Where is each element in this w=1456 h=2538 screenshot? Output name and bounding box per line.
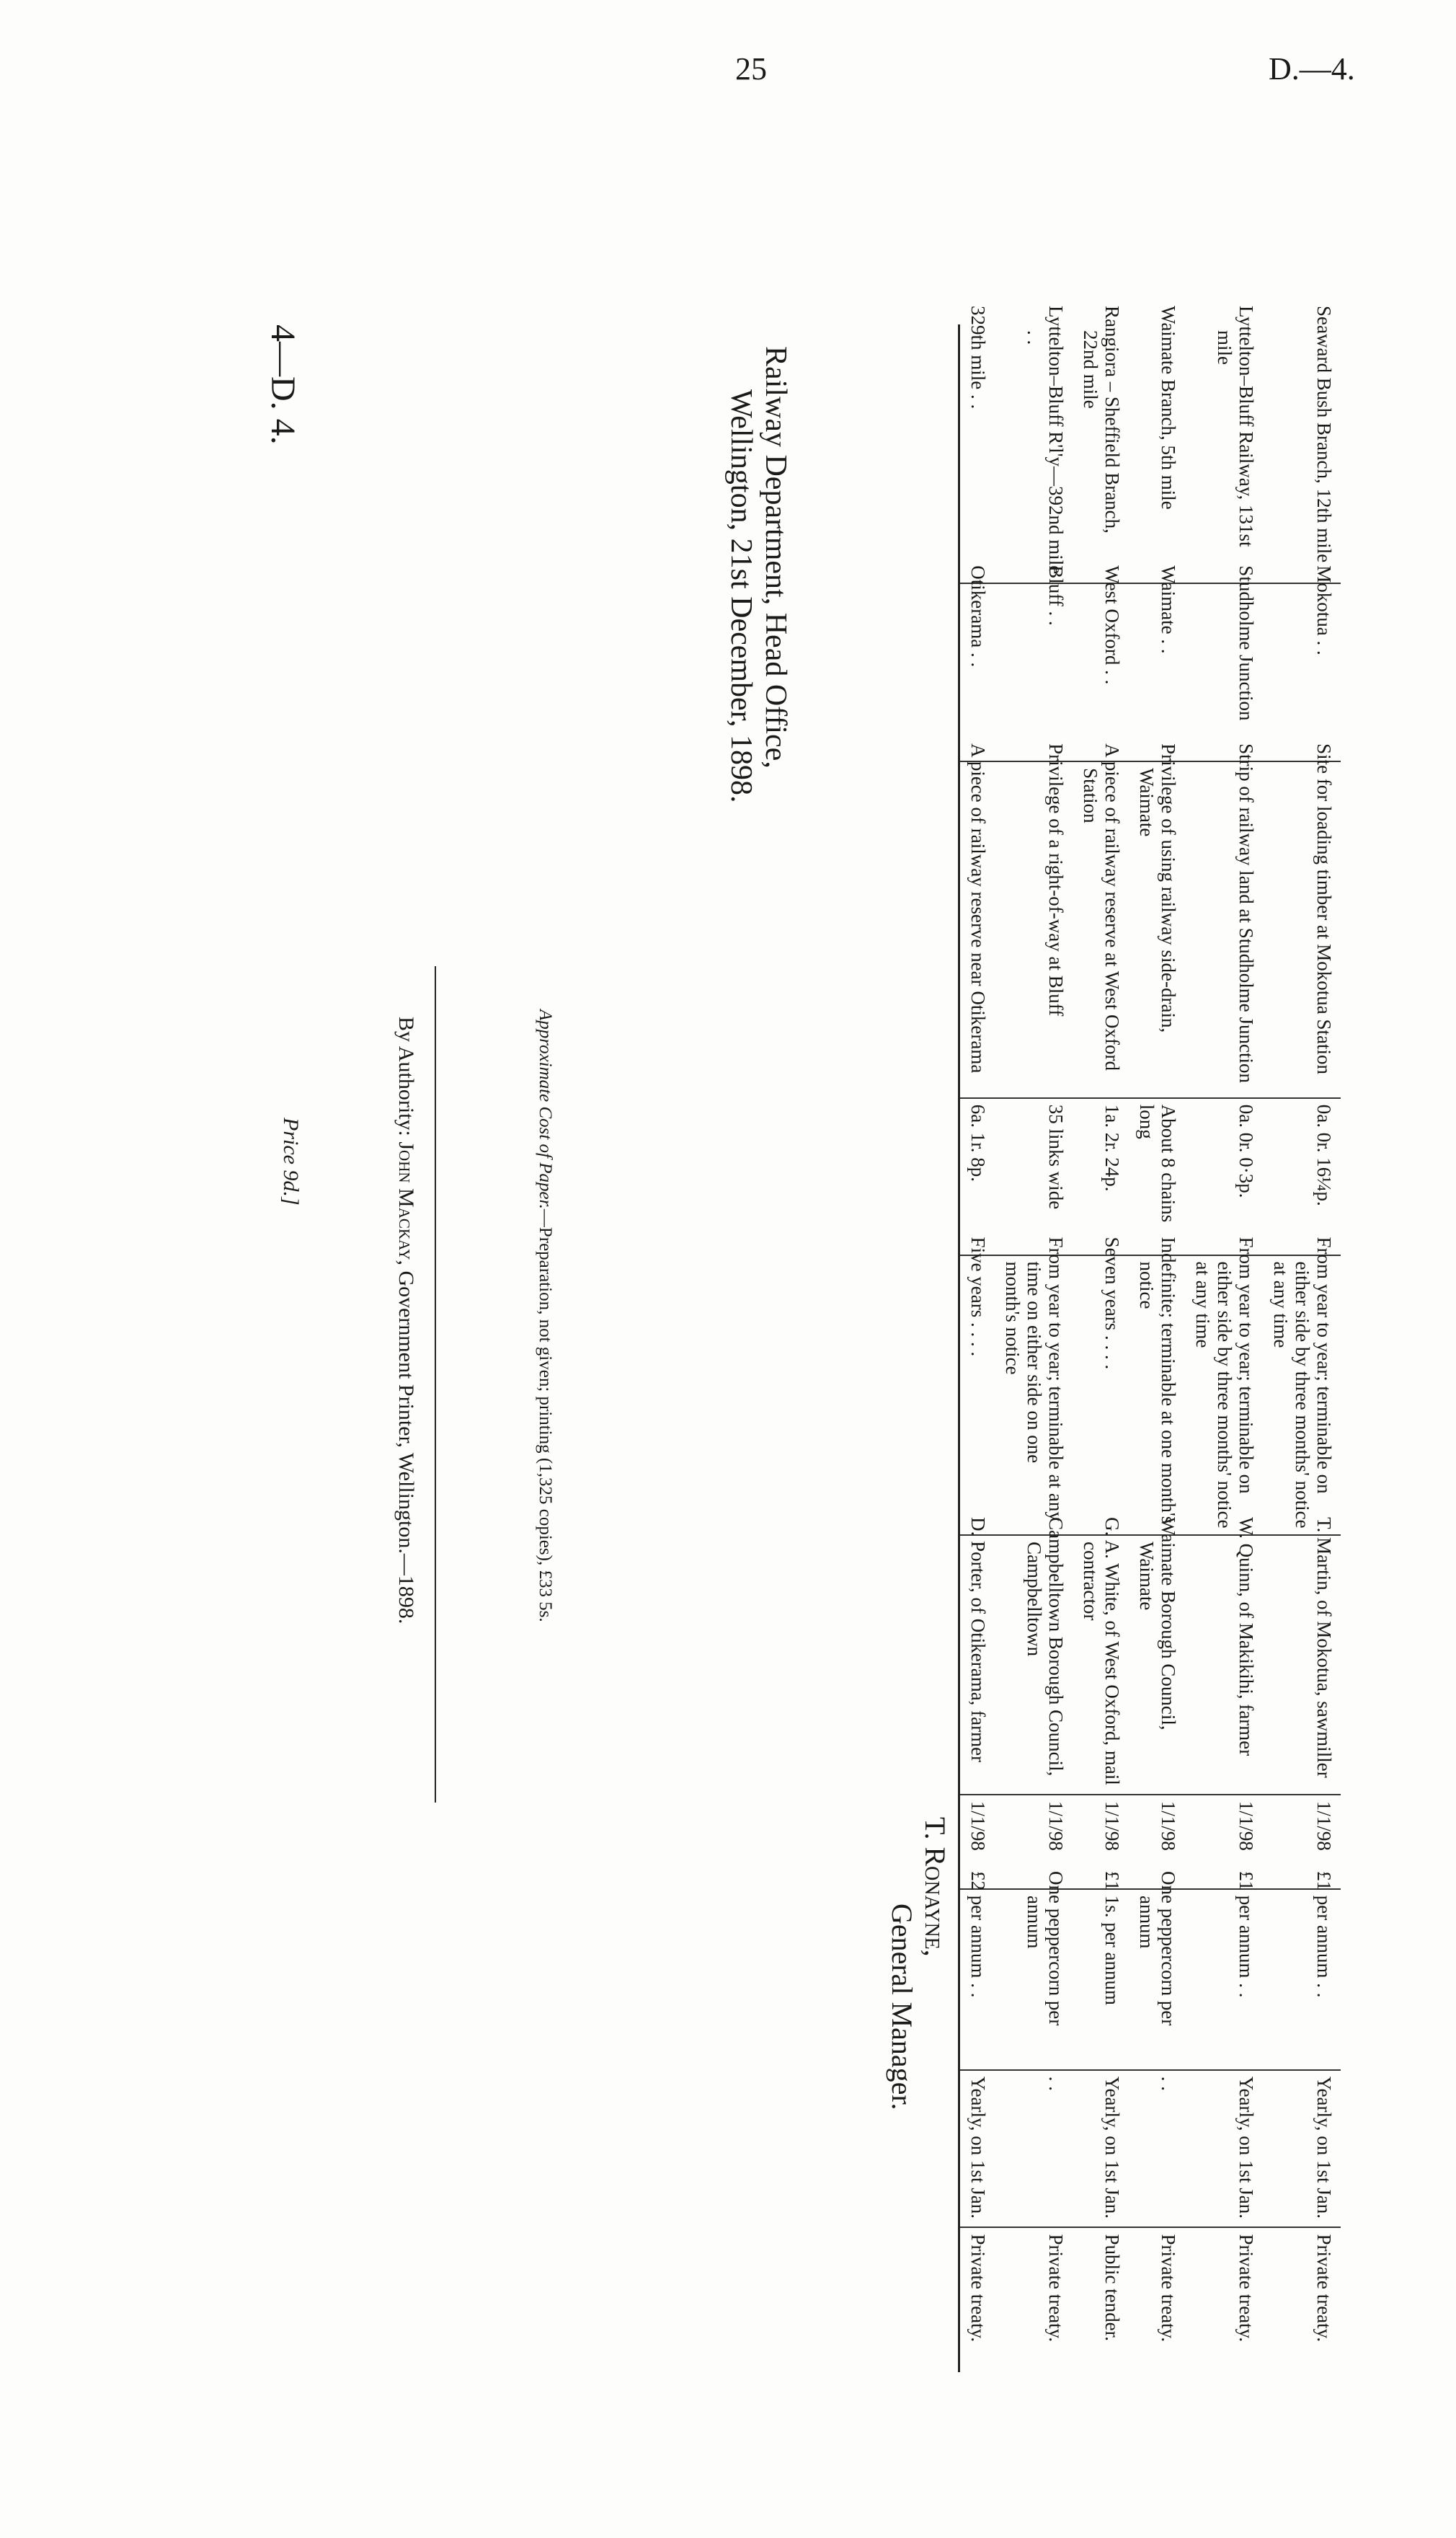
cell-lessee: Waimate Borough Council, Waimate [1129, 1535, 1185, 1795]
price-note: Price 9d.] [279, 1118, 303, 1206]
cell-term: From year to year; terminable at any time on either side on one month's notice [995, 1255, 1073, 1536]
cell-purpose: Strip of railway land at Studholme Junction [1185, 761, 1263, 1098]
table-row [995, 324, 1073, 2372]
cell-area: 6a. 1r. 8p. [959, 1098, 995, 1255]
divider-rule [435, 966, 436, 1803]
table-row [959, 324, 995, 2372]
cell-lessee: Campbelltown Borough Council, Campbelltown [995, 1535, 1073, 1795]
page-number: 25 [735, 51, 767, 87]
cell-payable: Yearly, on 1st Jan. [959, 2070, 995, 2228]
cell-term: Five years . . . . [959, 1255, 995, 1536]
cell-area: About 8 chains long [1129, 1098, 1185, 1255]
cell-station: Waimate . . [1129, 583, 1185, 761]
cell-how: Private treaty. [995, 2227, 1073, 2372]
cell-station: Otikerama . . [959, 583, 995, 761]
cost-note-label: Approximate Cost of Paper. [536, 1009, 555, 1209]
cell-date: 1/1/98 [1073, 1795, 1129, 1889]
cell-term: From year to year; terminable on either side by three months' notice at any time [1263, 1255, 1341, 1536]
cell-how: Private treaty. [1185, 2227, 1263, 2372]
cell-how: Private treaty. [1263, 2227, 1341, 2372]
cell-rent: One peppercorn per annum [995, 1889, 1073, 2070]
cell-date: 1/1/98 [1129, 1795, 1185, 1889]
cell-rent: One peppercorn per annum [1129, 1889, 1185, 2070]
cell-payable: . . [995, 2070, 1073, 2228]
table-row [1073, 324, 1129, 2372]
table-row [1185, 324, 1263, 2372]
cell-station: Bluff . . [995, 583, 1073, 761]
cell-station: Studholme Junction [1185, 583, 1263, 761]
cell-purpose: Site for loading timber at Mokotua Station [1263, 761, 1341, 1098]
cell-payable: Yearly, on 1st Jan. [1263, 2070, 1341, 2228]
authority-rest: Government Printer, Wellington.—1898. [394, 1270, 418, 1624]
cell-place: Waimate Branch, 5th mile [1158, 306, 1179, 510]
cell-lessee: T. Martin, of Mokotua, sawmiller [1263, 1535, 1341, 1795]
cell-date: 1/1/98 [995, 1795, 1073, 1889]
cell-purpose: A piece of railway reserve near Otikerama [959, 761, 995, 1098]
cell-date: 1/1/98 [1263, 1795, 1341, 1889]
cell-purpose: A piece of railway reserve at West Oxford Station [1073, 761, 1129, 1098]
cost-note-text: —Preparation, not given; printing (1,325 copies), £33 5s. [536, 1208, 555, 1622]
office-line-2: Wellington, 21st December, 1898. [724, 389, 758, 803]
cell-rent: £1 per annum . . [1263, 1889, 1341, 2070]
cell-place: Lyttelton–Bluff Railway, 131st mile [1214, 306, 1257, 547]
cell-purpose: Privilege of using railway side-drain, Waimate [1129, 761, 1185, 1098]
cell-lessee: W. Quinn, of Makikihi, farmer [1185, 1535, 1263, 1795]
cell-station: West Oxford . . [1073, 583, 1129, 761]
printer-name: John Mackay, [394, 1141, 418, 1265]
footer-mark: 4—D. 4. [264, 324, 302, 445]
cell-term: Indefinite; terminable at one month's notice [1129, 1255, 1185, 1536]
cell-rent: £1 1s. per annum [1073, 1889, 1129, 2070]
cell-area: 0a. 0r. 0·3p. [1185, 1098, 1263, 1255]
rotated-page-content [72, 108, 1442, 2415]
cell-lessee: G. A. White, of West Oxford, mail contractor [1073, 1535, 1129, 1795]
cell-place: Seaward Bush Branch, 12th mile [1313, 306, 1335, 563]
cost-note [535, 1009, 555, 1622]
cell-area: 1a. 2r. 24p. [1073, 1098, 1129, 1255]
document-reference: D.—4. [1269, 51, 1355, 87]
cell-place: Rangiora – Sheffield Branch, 22nd mile [1080, 306, 1123, 534]
cell-rent: £2 per annum . . [959, 1889, 995, 2070]
cell-payable: . . [1129, 2070, 1185, 2228]
cell-how: Public tender. [1073, 2227, 1129, 2372]
signer-name: T. Ronayne, [919, 1817, 951, 1957]
leases-table [958, 306, 1341, 2372]
authority-prefix: By Authority: [394, 1017, 418, 1136]
cell-how: Private treaty. [959, 2227, 995, 2372]
cell-area: 35 links wide [995, 1098, 1073, 1255]
office-address [724, 346, 793, 802]
cell-rent: £1 per annum . . [1185, 1889, 1263, 2070]
cell-purpose: Privilege of a right-of-way at Bluff [995, 761, 1073, 1098]
cell-how: Private treaty. [1129, 2227, 1185, 2372]
cell-date: 1/1/98 [1185, 1795, 1263, 1889]
cell-place: 329th mile . . [959, 324, 995, 583]
cell-payable: Yearly, on 1st Jan. [1073, 2070, 1129, 2228]
signer-title: General Manager. [886, 1904, 918, 2110]
table-row [1129, 324, 1185, 2372]
authority-line [394, 1017, 418, 1624]
cell-payable: Yearly, on 1st Jan. [1185, 2070, 1263, 2228]
office-line-1: Railway Department, Head Office, [759, 346, 792, 769]
cell-term: Seven years . . . . [1073, 1255, 1129, 1536]
cell-place: Lyttelton–Bluff R'l'y—392nd mile . . [1024, 306, 1067, 575]
cell-date: 1/1/98 [959, 1795, 995, 1889]
signature-block [885, 1817, 951, 2110]
cell-area: 0a. 0r. 16¼p. [1263, 1098, 1341, 1255]
cell-term: From year to year; terminable on either side by three months' notice at any time [1185, 1255, 1263, 1536]
cell-lessee: D. Porter, of Otikerama, farmer [959, 1535, 995, 1795]
cell-station: Mokotua . . [1263, 583, 1341, 761]
table-row [1263, 324, 1341, 2372]
